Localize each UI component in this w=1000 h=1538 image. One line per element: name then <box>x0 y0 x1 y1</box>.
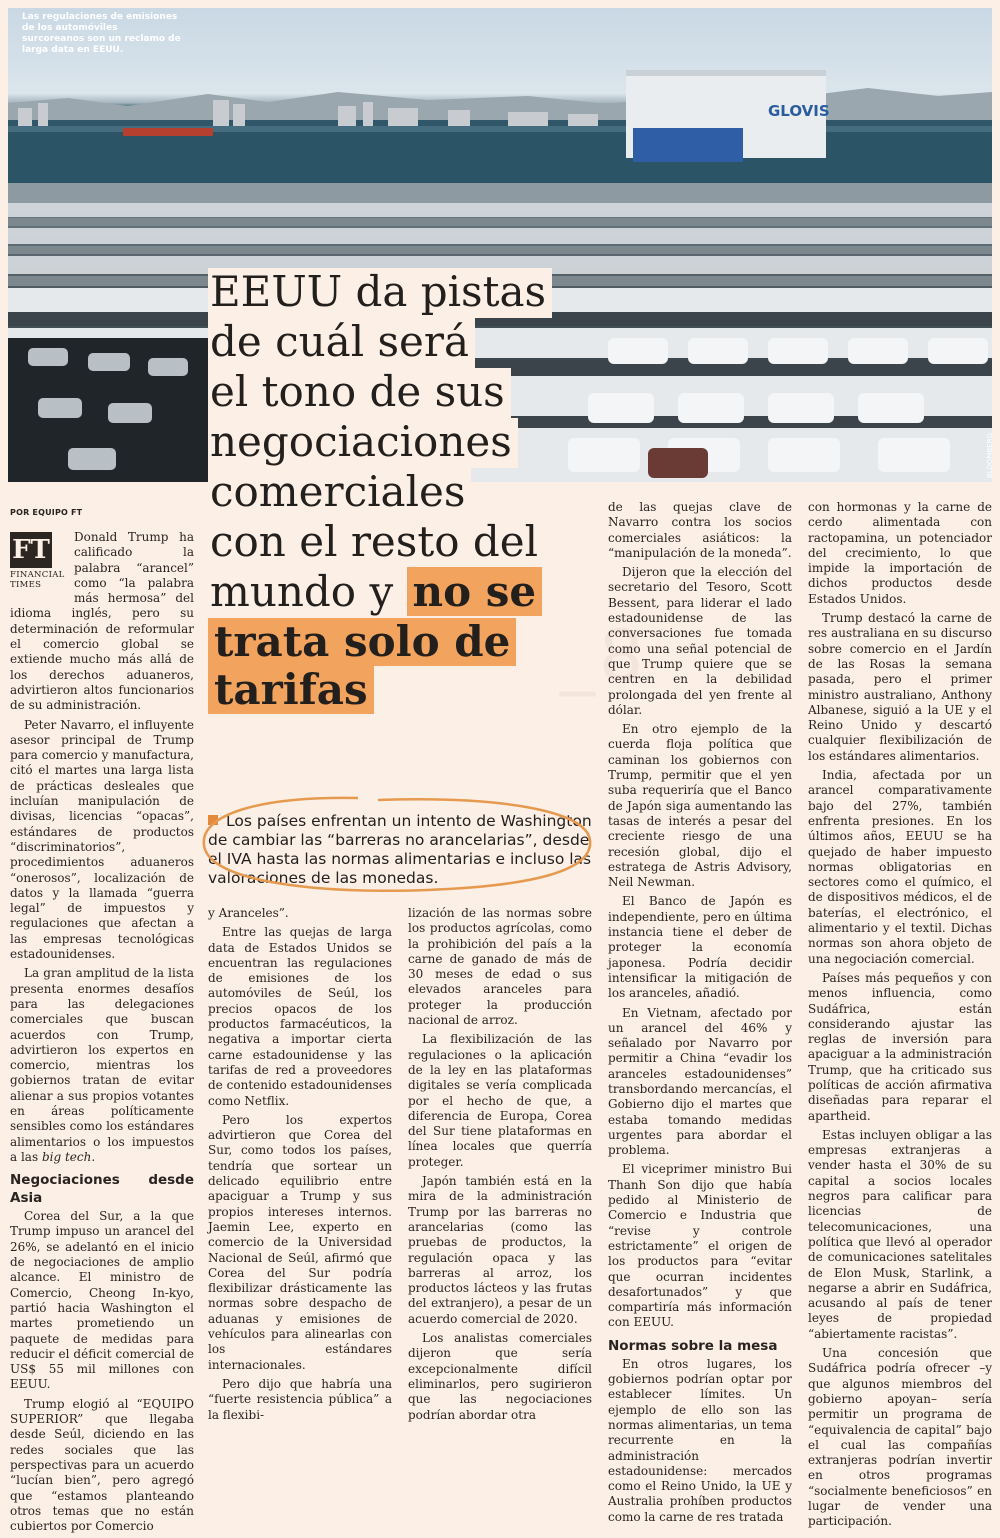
paragraph: y Aranceles”. <box>208 906 289 920</box>
paragraph: de las quejas clave de Navarro contra los socios comerciales asiáticos: la “manipulación de la moneda”. <box>608 500 792 560</box>
paragraph: Dijeron que la elección del secretario del Tesoro, Scott Bessent, para liderar el lado estadounidense de las conversaciones fue tomada como una señal potencial de que Trump quiere que se centren en la debilidad prolongada del yen frente al dólar. <box>608 565 792 717</box>
paragraph: India, afectada por un arancel comparativamente bajo del 27%, también enfrenta presiones. En los últimos años, EEUU se ha quejado de haber impuesto normas obligatorias en sectores como el químico, el de dispositivos médicos, el de baterías, el electrónico, el alimentario y el textil. Dichas normas son ahora objeto de una negociación comercial. <box>808 768 992 966</box>
headline-plain: mundo y <box>210 567 407 616</box>
paragraph: La flexibilización de las regulaciones o la aplicación de la ley en las plataformas digitales se vería complicada por el hecho de que, a diferencia de Europa, Corea del Sur tiene plataformas en línea locales que querría proteger. <box>408 1032 592 1169</box>
paragraph: con hormonas y la carne de cerdo alimentada con ractopamina, un potenciador del crecimiento, lo que impide la importación de dichos productos desde Estados Unidos. <box>808 500 992 606</box>
paragraph: Estas incluyen obligar a las empresas extranjeras a vender hasta el 30% de su capital a socios locales negros para calificar para licencias de telecomunicaciones, una política que llevó al operador de comunicaciones satelitales de Elon Musk, Starlink, a negarse a abrir en Sudáfrica, acusando al país de tener leyes de propiedad “abiertamente racistas”. <box>808 1127 992 1341</box>
headline-line <box>208 568 548 618</box>
headline <box>208 268 598 714</box>
article-column-3 <box>408 906 592 1427</box>
paragraph: Una concesión que Sudáfrica podría ofrecer –y que algunos miembros del gobierno apoyan– sería permitir un programa de “equivalencia de capital” bajo el cual las compañías extranjeras podrían invertir en otros programas “socialmente beneficiosos” en lugar de vender una participación. <box>808 1346 992 1529</box>
paragraph: Los analistas comerciales dijeron que sería excepcionalmente difícil eliminarlos, pero sugirieron que las negociaciones podrían abordar otra <box>408 1331 592 1422</box>
paragraph: Pero dijo que habría una “fuerte resistencia pública” a la flexibi- <box>208 1376 392 1422</box>
ship-name: GLOVIS <box>768 102 830 120</box>
byline: POR EQUIPO FT <box>10 508 83 517</box>
paragraph: El Banco de Japón es independiente, pero en última instancia tiene el deber de proteger la economía japonesa. Podría decidir intensificar la mitigación de los aranceles, añadió. <box>608 894 792 1001</box>
headline-line: el tono de sus <box>208 368 511 418</box>
hand-drawn-oval <box>198 790 598 900</box>
paragraph: Trump destacó la carne de res australiana en su discurso sobre comercio en el Jardín de las Rosas la semana pasada, pero el primer ministro australiano, Anthony Albanese, siguió a la UE y el Reino Unido y descartó cualquier flexibilización de los estándares alimentarios. <box>808 611 992 763</box>
section-heading: Negociaciones desde Asia <box>10 1172 194 1207</box>
article-column-1 <box>10 530 194 1538</box>
ft-mark: FT <box>10 532 52 568</box>
headline-line: comerciales <box>208 468 471 518</box>
paragraph: Peter Navarro, el influyente asesor principal de Trump para comercio y manufactura, citó el martes una larga lista de prácticas desleales que incluían manipulación de divisas, licencias “opacas”, estándares de productos “discriminatorios”, procedimientos aduaneros “onerosos”, localización de datos y la llamada “guerra legal” de impuestos y regulaciones que afectan a las empresas tecnológicas estadounidenses. <box>10 717 194 962</box>
paragraph: La gran amplitud de la lista presenta enormes desafíos para las delegaciones comerciales que buscan acuerdos con Trump, advirtieron los expertos en comercio, mientras los gobiernos tratan de evitar alienar a sus propios votantes en áreas políticamente sensibles como los estándares alimentarios o los impuestos a las big tech. <box>10 966 194 1164</box>
headline-line: negociaciones <box>208 418 518 468</box>
headline-line: EEUU da pistas <box>208 268 552 318</box>
paragraph: El viceprimer ministro Bui Thanh Son dijo que había pedido al Ministerio de Comercio e Industria que “revise y controle estrictamente” el origen de los productos para “evitar que ocurran incidentes desafortunados” y que compartiría más información con EEUU. <box>608 1162 792 1330</box>
article-column-4 <box>608 500 792 1529</box>
photo-caption: Las regulaciones de emisiones de los automóviles surcoreanos son un reclamo de larga data en EEUU. <box>22 12 181 55</box>
headline-highlight: tarifas <box>208 666 374 714</box>
paragraph: Donald Trump ha calificado la palabra “arancel” como “la palabra más hermosa” del idioma inglés, pero su determinación de reformular el comercio global se extiende mucho más allá de los derechos aduaneros, advirtieron altos funcionarios de su administración. <box>10 530 194 713</box>
summary-text: Los países enfrentan un intento de Washington de cambiar las “barreras no arancelarias”, desde el IVA hasta las normas alimentarias e incluso las valoraciones de las monedas. <box>208 812 592 887</box>
paragraph: Pero los expertos advirtieron que Corea del Sur, como todos los países, tendría que sortear un delicado equilibrio entre apaciguar a Trump y sus propios intereses internos. Jaemin Lee, experto en comercio de la Universidad Nacional de Seúl, afirmó que Corea del Sur podría flexibilizar drásticamente las normas sobre despacho de aduanas y emisiones de vehículos para alinearlas con los estándares internacionales. <box>208 1112 392 1372</box>
paragraph: En Vietnam, afectado por un arancel del 46% y señalado por Navarro por permitir a China “evadir los aranceles estadounidenses” transbordando mercancías, el Gobierno dijo el martes que estaba tomando medidas urgentes para abordar el problema. <box>608 1005 792 1158</box>
section-heading: Normas sobre la mesa <box>608 1337 778 1354</box>
paragraph: Entre las quejas de larga data de Estados Unidos se encuentran las regulaciones de emisiones de los automóviles de Seúl, los precios opacos de los productos farmacéuticos, la negativa a importar cierta carne estadounidense y las tarifas de red a proveedores de contenido estadounidenses como Netflix. <box>208 925 392 1108</box>
paragraph: Corea del Sur, a la que Trump impuso un arancel del 26%, se adelantó en el inicio de negociaciones de amplio alcance. El ministro de Comercio, Cheong In-kyo, partió hacia Washington el martes prometiendo un paquete de medidas para reducir el déficit comercial de US$ 55 mil millones con EEUU. <box>10 1209 194 1392</box>
background-watermark: _8 <box>560 615 648 697</box>
headline-highlight: no se <box>407 567 543 616</box>
headline-highlight: trata solo de <box>208 618 516 666</box>
paragraph: Países más pequeños y con menos influencia, como Sudáfrica, están considerando ajustar las reglas de inversión para apaciguar a la administración Trump, que ha criticado sus políticas de acción afirmativa diseñadas para reparar el apartheid. <box>808 970 992 1123</box>
ft-logo <box>10 532 68 596</box>
summary-deck <box>208 812 598 888</box>
headline-line: de cuál será <box>208 318 475 368</box>
paragraph: lización de las normas sobre los productos agrícolas, como la prohibición del país a la carne de ganado de más de 30 meses de edad o sus elevados aranceles para proteger la producción nacional de arroz. <box>408 906 592 1028</box>
paragraph: Trump elogió al “EQUIPO SUPERIOR” que llegaba desde Seúl, diciendo en las redes sociales que las perspectivas para un acuerdo “lucían bien”, pero agregó que “estamos planteando otros temas que no están cubiertos por Comercio <box>10 1396 194 1534</box>
photo-credit: BLOOMBERG <box>986 433 994 479</box>
article-column-2 <box>208 906 392 1427</box>
ft-name: FINANCIAL TIMES <box>10 570 65 590</box>
paragraph: Japón también está en la mira de la administración Trump por las barreras no arancelarias (como las pruebas de productos, la regulación opaca y las barreras al arroz, los productos lácteos y las frutas del extranjero), a pesar de un acuerdo comercial de 2020. <box>408 1174 592 1326</box>
headline-line: con el resto del <box>208 518 544 568</box>
paragraph: En otros lugares, los gobiernos podrían optar por establecer límites. Un ejemplo de ello son las normas alimentarias, un tema recurrente en la administración estadounidense: mercados como el Reino Unido, la UE y Australia prohíben productos como la carne de res tratada <box>608 1356 792 1524</box>
article-column-5 <box>808 500 992 1534</box>
paragraph: En otro ejemplo de la cuerda floja política que caminan los gobiernos con Trump, permitir que el yen suba requeriría que el Banco de Japón siga aumentando las tasas de interés a pesar del creciente riesgo de una recesión global, dijo el estratega de Astris Advisory, Neil Newman. <box>608 722 792 890</box>
